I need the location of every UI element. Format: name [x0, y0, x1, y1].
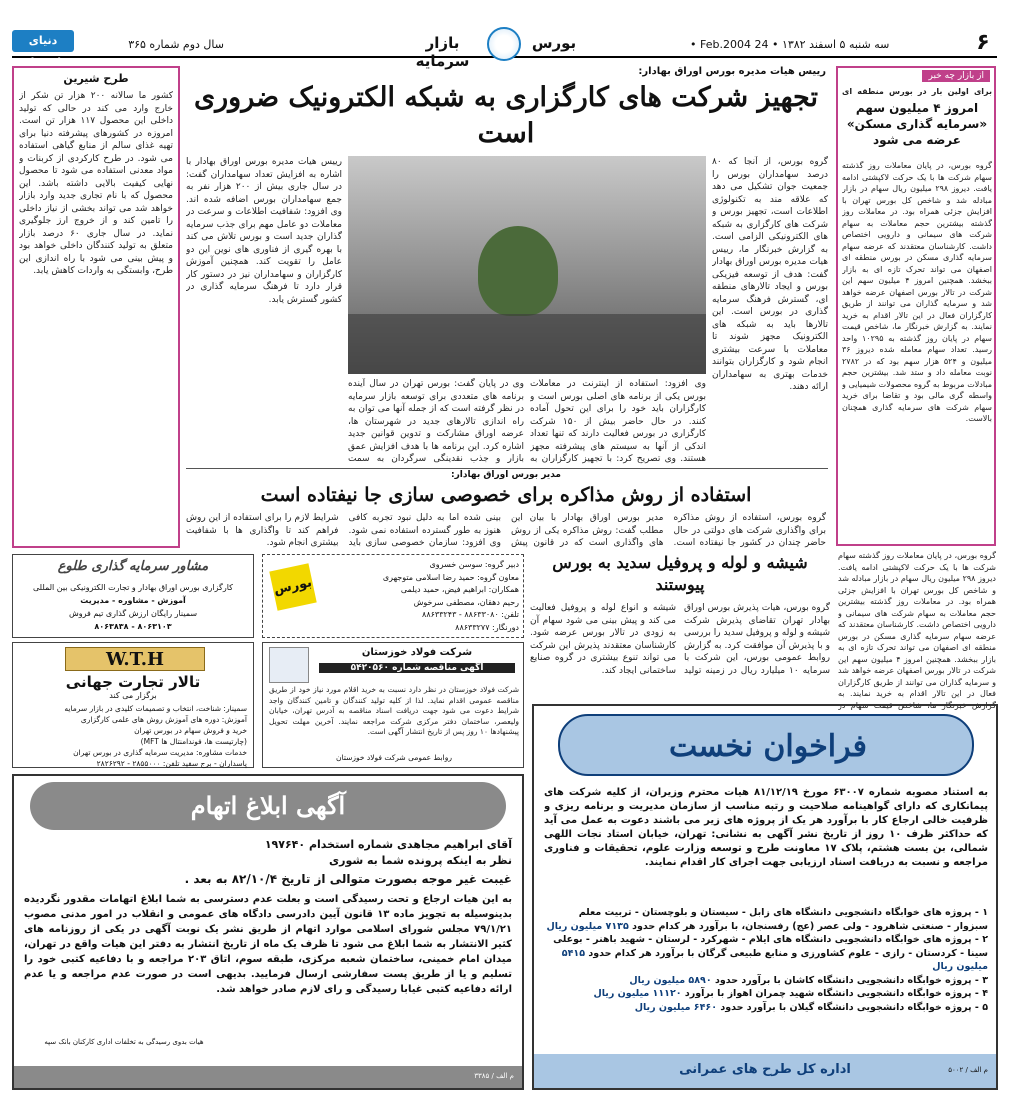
steel-footer: روابط عمومی شرکت فولاد خوزستان	[336, 753, 452, 762]
call-item	[544, 1001, 988, 1015]
steel-notice: آگهی مناقصه شماره ۵۴۲۰۵۶۰	[319, 663, 515, 673]
call-item	[544, 974, 988, 988]
call-item-amount: ۱۱۱۲۰ میلیون ریال	[593, 988, 682, 999]
ad-tolou-title: مشاور سرمایه گذاری طلوع	[57, 559, 209, 574]
ad-tolou-line: آموزش - مشاوره - مدیریت	[80, 596, 186, 605]
desk-shape	[348, 314, 706, 374]
wth-line: آموزش: دوره های آموزش روش های علمی کارگزاری	[80, 715, 247, 724]
story2-rule	[186, 468, 828, 469]
notice-banner	[30, 782, 506, 830]
news-sidebar	[836, 66, 996, 546]
notice-p3: غیبت غیر موجه بصورت متوالی از تاریخ ۸۲/۱۰/۴ به بعد .	[184, 872, 512, 886]
left-column-body: کشور ما سالانه ۲۰۰ هزار تن شکر از خارج وارد می کند در حالی که تولید داخلی این محصول ۱۱۷ هزار تن است. امروزه در کشورهای پیشرفته دنیا برای تهیه غذای سالم از منابع گیاهی استفاده می شود. در طرح کارکردی از کربنات و مواد معدنی استفاده می شود تا محصول نهایی کیفیت بالایی داشته باشد. این محصول که با نام تجاری جدید وارد بازار خواهد شد می تواند بخشی از نیاز داخلی را تامین کند و از خروج ارز جلوگیری نماید. در سال جاری ۶۰ درصد بازار متعلق به تولید کنندگان داخلی خواهد بود و پیش بینی می شود با راه اندازی این طرح، وابستگی به واردات کاهش یابد.	[19, 91, 173, 276]
wth-line: (چارتیست ها، فوندامنتال ها MFT)	[140, 737, 247, 746]
call-item	[544, 933, 988, 974]
left-column-title: طرح شیرین	[63, 72, 129, 85]
issue-number: سال دوم شماره ۳۶۵	[128, 38, 224, 51]
wth-logo: W.T.H	[65, 647, 205, 671]
steel-company: شرکت فولاد خوزستان	[361, 647, 473, 658]
call-item	[544, 906, 988, 933]
wth-title: تالار تجارت جهانی	[65, 673, 201, 691]
call-item	[544, 987, 988, 1001]
section-right: بورس	[531, 34, 577, 52]
bourse-tag: بورس	[269, 563, 316, 610]
main-headline: تجهیز شرکت های کارگزاری به شبکه الکترونیک ضروری است	[194, 82, 818, 149]
call-item-label: ۲ - پروژه های خوابگاه دانشجویی دانشگاه های ایلام - شهرکرد - لرستان - شهید باهنر - بوعلی سینا - کردستان - رازی - علوم کشاورزی و منابع طبیعی گرگان با برآورد هر کدام حدود	[553, 934, 988, 959]
sidebar-intro: برای اولین بار در بورس منطقه ای	[842, 87, 992, 96]
credit-line: دورنگار: ۸۸۶۳۳۲۷۷	[455, 622, 519, 632]
credit-line: معاون گروه: حمید رضا اسلامی متوجهری	[382, 572, 519, 582]
ad-tolou-phone: ۸۰۶۳۱۰۳ - ۸۰۶۳۸۳۸	[94, 622, 172, 631]
ad-notice	[12, 774, 524, 1090]
call-intro: به استناد مصوبه شماره ۶۳۰۰۷ مورخ ۸۱/۱۲/۱۹ هیات محترم وزیران، از کلیه شرکت های پیمانکاری که دارای گواهینامه صلاحیت و رتبه مناسب از سازمان مدیریت و برنامه ریزی و ظرفیت خالی ارجاع کار با برآورد هر یک از پروژه های زیر می باشند دعوت به عمل می آید که حداکثر ظرف ۱۰ روز از تاریخ نشر آگهی به نشانی: تهران، خیابان استاد نجات اللهی شمالی، بن بست هشتم، پلاک ۱۷ معاونت طرح و توسعه وزارت علوم، تحقیقات و فناوری مراجعه و نسبت به دریافت اسناد ارزیابی جهت اجرای کار اقدام نمایند.	[544, 787, 988, 868]
main-col-3: رییس هیات مدیره بورس اوراق بهادار با اشاره به افزایش تعداد سهامداران گفت: در سال جاری بیش از ۲۰۰ هزار نفر به جمع سهامداران بورس اضافه شده اند. وی افزود: شفافیت اطلاعات و سرعت در معاملات دو عامل مهم برای جذب سرمایه گذاران جدید است و بورس تلاش می کند با بهره گیری از فناوری های نوین این دو عامل را تقویت کند. همچنین آموزش کارگزاران و سهامداران نیز در دستور کار قرار دارد تا فرهنگ سرمایه گذاری در کشور گسترش یابد.	[186, 157, 342, 305]
main-col-2: وی افزود: استفاده از اینترنت در معاملات بورس یکی از برنامه های اصلی بورس است و کارگزاران باید خود را برای این تحول آماده کنند. در حال حاضر بیش از ۱۵۰ شرکت کارگزاری در بورس فعالیت دارند که تنها تعداد اندکی از آنها به سیستم های پیشرفته مجهز هستند. وی تصریح کرد: با تجهیز کارگزاران به	[530, 379, 706, 464]
ad-tolou	[12, 554, 254, 638]
sidebar-body: گروه بورس، در پایان معاملات روز گذشته سهام شرکت ها با یک حرکت لاکپشتی ادامه یافت. دیروز ۲۹۸ میلیون ریال سهام در بازار مبادله شد و شاخص کل بورس تهران با افزایش جزئی همراه بود. در معاملات روز گذشته بیشترین حجم معاملات به سهام شرکت های سیمانی و دارویی اختصاص داشت. کارشناسان معتقدند که عرضه سهام سرمایه گذاری مسکن در بورس منطقه ای اصفهان می تواند تحرک تازه ای به بازار ببخشد. همچنین امروز ۴ میلیون سهم این شرکت در تالار بورس اصفهان عرضه خواهد شد و سرمایه گذاران می توانند از طریق کارگزاران فعال در این تالار اقدام به خرید نمایند. به گزارش خبرنگار ما، شاخص قیمت سهام در پایان روز گذشته به ۱۰۲۹۵ واحد رسید. تعداد سهام معامله شده دیروز ۳۶ میلیون و ۵۲۴ هزار سهم بود که در ۲۷۸۲ نوبت معامله داد و ستد شد. بیشترین حجم مبادلات مربوط به گروه محصولات شیمیایی و واسطه گری مالی بود و تقاضا برای خرید سهام شرکت های سرمایه گذاری همچنان بالاست.	[842, 161, 992, 423]
credit-line: تلفن: ۸۸۶۳۳۰۸۰ - ۸۸۶۳۳۲۴۳	[422, 610, 519, 619]
wth-line: خدمات مشاوره: مدیریت سرمایه گذاری در بورس تهران	[73, 748, 247, 757]
ad-steel	[262, 642, 524, 768]
call-item-label: ۱ - پروژه های خوابگاه دانشجویی دانشگاه های زابل - سیستان و بلوچستان - تربیت معلم سبزوار - صنعتی شاهرود - ولی عصر (عج) رفسنجان، با برآورد هر کدام حدود	[578, 907, 988, 932]
call-item-amount: ۶۴۶۰ میلیون ریال	[634, 1001, 717, 1013]
sidebar-kicker: از بازار چه خبر	[922, 70, 990, 82]
steel-body: شرکت فولاد خوزستان در نظر دارد نسبت به خرید اقلام مورد نیاز خود از طریق مناقصه عمومی اقدام نماید. لذا از کلیه تولید کنندگان و تامین کنندگان واجد شرایط دعوت می شود جهت دریافت اسناد مناقصه به آدرس تهران، خیابان ولیعصر، ساختمان دفتر مرکزی شرکت مراجعه نمایند. آخرین مهلت تحویل پیشنهادها ۱۰ روز پس از تاریخ انتشار آگهی است.	[269, 685, 519, 736]
wth-line: خرید و فروش سهام در بورس تهران	[134, 726, 247, 735]
story2-headline: استفاده از روش مذاکره برای خصوصی سازی جا نیفتاده است	[260, 484, 752, 506]
notice-p2: نظر به اینکه پرونده شما به شوری	[329, 854, 512, 867]
credit-line: همکاران: ابراهیم فیض، حمید دیلمی	[400, 585, 519, 594]
credit-line: رحیم دهقان، مصطفی سرخوش	[413, 597, 519, 607]
story2-body: گروه بورس، استفاده از روش مذاکره برای واگذاری شرکت های دولتی در حال حاضر چندان در کشور جا نیفتاده است. مدیر بورس اوراق بهادار با بیان این مطلب گفت: روش مذاکره یکی از روش های واگذاری است که در قانون پیش بینی شده اما به دلیل نبود تجربه کافی هنوز به طور گسترده استفاده نمی شود. وی افزود: سازمان خصوصی سازی باید شرایط لازم را برای استفاده از این روش فراهم کند تا واگذاری ها با شفافیت بیشتری انجام شود.	[186, 513, 826, 548]
notice-title: آگهی ابلاغ اتهام	[190, 791, 346, 820]
story3-headline: شیشه و لوله و پروفیل سدید به بورس پیوستند	[552, 553, 808, 594]
call-item-amount: ۷۱۳۵ میلیون ریال	[546, 920, 629, 932]
ad-tolou-line: کارگزاری بورس اوراق بهادار و تجارت الکترونیکی بین المللی	[33, 583, 233, 592]
story2-kicker: مدیر بورس اوراق بهادار:	[451, 470, 561, 480]
call-footer-bar	[534, 1054, 996, 1088]
wth-subtitle: برگزار می کند	[109, 691, 157, 700]
sidebar-continuation: گروه بورس، در پایان معاملات روز گذشته سهام شرکت ها با یک حرکت لاکپشتی ادامه یافت. دیروز ۲۹۸ میلیون ریال سهام در بازار مبادله شد و شاخص کل بورس تهران با افزایش جزئی همراه بود. در معاملات روز گذشته بیشترین حجم معاملات به سهام شرکت های سیمانی و دارویی اختصاص داشت. کارشناسان معتقدند که عرضه سهام سرمایه گذاری مسکن در بورس منطقه ای اصفهان می تواند تحرک تازه ای به بازار ببخشد. همچنین امروز ۴ میلیون سهم این شرکت در تالار بورس اصفهان عرضه خواهد شد و سرمایه گذاران می توانند از طریق کارگزاران فعال در این تالار اقدام به خرید نمایند. به گزارش خبرنگار ما، شاخص قیمت سهام در	[838, 551, 996, 710]
section-left: بازار سرمایه	[415, 34, 470, 70]
call-title: فراخوان نخست	[668, 729, 868, 764]
call-ref: م الف / ۵۰۰۲	[948, 1066, 988, 1074]
call-item-amount: ۵۸۹۰ میلیون ریال	[629, 974, 712, 986]
credit-line: دبیر گروه: سوسن خسروی	[429, 560, 519, 569]
call-item-label: ۳ - پروژه خوابگاه دانشجویی دانشگاه کاشان با برآورد حدود	[714, 974, 988, 986]
main-kicker: رییس هیات مدیره بورس اوراق بهادار:	[638, 66, 826, 77]
ad-bourse-credits	[262, 554, 524, 638]
ad-tolou-line: سمینار رایگان ارزش گذاری تیم فروش	[68, 609, 198, 618]
wth-line: پاسداران - برج سفید تلفن: ۲۸۵۵۰۰۰ - ۲۸۲۶۲۹۲	[96, 759, 247, 768]
main-col-4: وی در پایان گفت: بورس تهران در سال آینده برنامه های متعددی برای توسعه بازار سرمایه در نظر گرفته است که از جمله آنها می توان به راه اندازی تالارهای جدید در شهرستان ها، عرضه اوراق مشارکت و تدوین قوانین جدید اشاره کرد. این برنامه ها با هدف افزایش عمق بازار و جذب نقدینگی سرگردان به سمت	[348, 379, 524, 464]
notice-ref: م الف / ۳۳۸۵	[474, 1072, 514, 1080]
ad-wth	[12, 642, 254, 768]
plant-shape	[478, 226, 558, 316]
call-item-label: ۴ - پروژه خوابگاه دانشجویی دانشگاه شهید چمران اهواز با برآورد	[684, 988, 988, 999]
story3-body: گروه بورس، هیات پذیرش بورس اوراق بهادار تهران تقاضای پذیرش شرکت شیشه و لوله و پروفیل سدید را بررسی و با پذیرش آن موافقت کرد. به گزارش روابط عمومی بورس، این شرکت با سرمایه ۱۰ میلیارد ریال در زمینه تولید شیشه و انواع لوله و پروفیل فعالیت می کند و پیش بینی می شود سهام آن به زودی در تالار بورس عرضه شود. کارشناسان معتقدند پذیرش این شرکت می تواند تنوع بیشتری در گروه صنایع ساختمانی ایجاد کند.	[530, 603, 830, 676]
notice-footer: هیات بدوی رسیدگی به تخلفات اداری کارکنان بانک سپه	[44, 1038, 204, 1046]
ad-call-for-tenders	[532, 704, 998, 1090]
notice-body: به این هیات ارجاع و تحت رسیدگی است و بعلت عدم دسترسی به شما ابلاغ اتهامات مقدور نگردیده بدینوسیله به تجویز ماده ۱۳ قانون آیین دادرسی دادگاه های عمومی و انقلاب در امور مدنی مصوب ۷۹/۱/۲۱ مجلس شورای اسلامی موارد اتهام از طریق نشر یک نوبت آگهی در یکی از روزنامه های کثیر الانتشار به شما ابلاغ می شود تا ظرف یک ماه از تاریخ انتشار به دفتر این هیات واقع در تهران، میدان امام خمینی، ساختمان شعبه مرکزی، طبقه سوم، اتاق ۲۰۳ مراجعه و با دفاعیه کتبی خود را تسلیم و یا از طریق پست سفارشی ارسال فرمایید. بدیهی است در صورت عدم مراجعه و یا عدم ارائه دفاعیه کتبی غیابا رسیدگی و رای لازم صادر خواهد شد.	[24, 894, 512, 995]
wth-line: سمینار: شناخت، انتخاب و تصمیمات کلیدی در بازار سرمایه	[64, 704, 247, 713]
sidebar-headline: امروز ۴ میلیون سهم «سرمایه گذاری مسکن» عرضه می شود	[846, 101, 988, 147]
notice-p1: آقای ابراهیم مجاهدی شماره استخدام ۱۹۷۶۴۰	[264, 838, 512, 851]
newspaper-logo: دنیای اقتصاد	[12, 30, 74, 52]
main-col-1: گروه بورس، از آنجا که ۸۰ درصد سهامداران بورس را جمعیت جوان تشکیل می دهد که علاقه مند به تکنولوژی اطلاعات است، تجهیز بورس و شرکت های کارگزاری به شبکه های الکترونیکی الزامی است. به گزارش خبرنگار ما، رییس هیات مدیره بورس اوراق بهادار گفت: هدف از توسعه فیزیکی بورس و ایجاد تالارهای منطقه ای، گسترش فرهنگ سرمایه گذاری در بورس است. این تالارها باید به شبکه های الکترونیک مجهز شوند تا معاملات با سرعت بیشتری انجام شود و کارگزاران بتوانند خدمات بهتری به سهامداران ارائه دهند.	[712, 157, 828, 392]
trading-floor-photo	[348, 156, 706, 374]
page-number: ۶	[976, 30, 990, 55]
left-column-box	[12, 66, 180, 548]
globe-icon	[487, 27, 521, 61]
steel-logo-icon	[269, 647, 309, 683]
date-line: سه شنبه ۵ اسفند ۱۳۸۲ • 24 Feb.2004 •	[690, 38, 890, 51]
call-footer: اداره کل طرح های عمرانی	[679, 1062, 851, 1077]
call-banner	[558, 714, 974, 776]
notice-footer-bar	[14, 1066, 522, 1088]
call-item-label: ۵ - پروژه خوابگاه دانشجویی دانشگاه گیلان با برآورد حدود	[720, 1001, 988, 1013]
call-item-amount: ۵۴۱۵ میلیون ریال	[561, 947, 988, 972]
